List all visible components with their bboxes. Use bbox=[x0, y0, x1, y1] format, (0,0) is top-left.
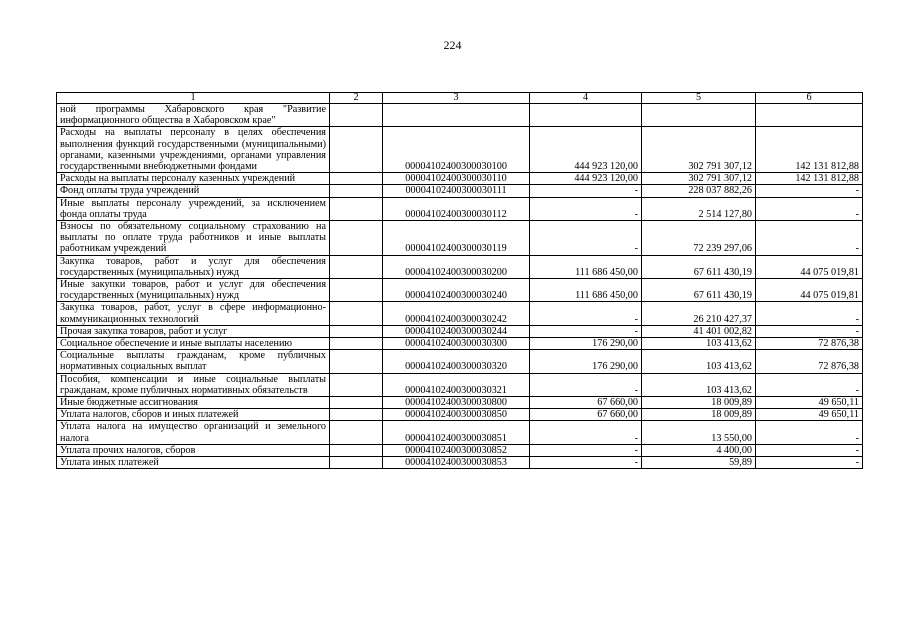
row-unexecuted-cell: 142 131 812,88 bbox=[756, 127, 863, 173]
row-executed-cell: 103 413,62 bbox=[642, 373, 756, 396]
row-approved-cell: - bbox=[530, 185, 642, 197]
row-executed-cell: 67 611 430,19 bbox=[642, 279, 756, 302]
header-col-3: 3 bbox=[383, 93, 530, 104]
row-approved-cell: 111 686 450,00 bbox=[530, 255, 642, 278]
row-approved-cell: 444 923 120,00 bbox=[530, 173, 642, 185]
row-unexecuted-cell: 142 131 812,88 bbox=[756, 173, 863, 185]
row-approved-cell: 67 660,00 bbox=[530, 409, 642, 421]
table-row bbox=[57, 457, 863, 469]
row-executed-cell: 59,89 bbox=[642, 457, 756, 469]
row-unexecuted-cell: 72 876,38 bbox=[756, 350, 863, 373]
row-name-cell: Уплата иных платежей bbox=[57, 457, 330, 469]
row-name-cell: Фонд оплаты труда учреждений bbox=[57, 185, 330, 197]
row-executed-cell: 26 210 427,37 bbox=[642, 302, 756, 325]
row-name-cell: Расходы на выплаты персоналу в целях обеспечения выполнения функций государственными (муниципальными) органами, казенными учреждениями, органами управления государственными внебюджетными фондами bbox=[57, 127, 330, 173]
row-code-cell: 00004102400300030244 bbox=[383, 325, 530, 337]
table-row bbox=[57, 373, 863, 396]
row-unexecuted-cell: - bbox=[756, 197, 863, 220]
row-name-cell: Расходы на выплаты персоналу казенных учреждений bbox=[57, 173, 330, 185]
row-code-cell: 00004102400300030850 bbox=[383, 409, 530, 421]
row-col2-cell bbox=[330, 457, 383, 469]
row-unexecuted-cell: - bbox=[756, 421, 863, 444]
row-unexecuted-cell: - bbox=[756, 457, 863, 469]
row-col2-cell bbox=[330, 373, 383, 396]
row-executed-cell: 41 401 002,82 bbox=[642, 325, 756, 337]
row-col2-cell bbox=[330, 338, 383, 350]
row-executed-cell: 18 009,89 bbox=[642, 397, 756, 409]
row-col2-cell bbox=[330, 350, 383, 373]
row-unexecuted-cell: - bbox=[756, 221, 863, 256]
row-code-cell: 00004102400300030110 bbox=[383, 173, 530, 185]
table-row bbox=[57, 127, 863, 173]
table-row bbox=[57, 350, 863, 373]
row-executed-cell: 302 791 307,12 bbox=[642, 173, 756, 185]
row-unexecuted-cell: - bbox=[756, 185, 863, 197]
table-row bbox=[57, 338, 863, 350]
row-approved-cell: - bbox=[530, 444, 642, 456]
row-executed-cell: 103 413,62 bbox=[642, 338, 756, 350]
row-code-cell: 00004102400300030100 bbox=[383, 127, 530, 173]
row-approved-cell: 176 290,00 bbox=[530, 338, 642, 350]
row-code-cell: 00004102400300030242 bbox=[383, 302, 530, 325]
row-col2-cell bbox=[330, 421, 383, 444]
row-col2-cell bbox=[330, 279, 383, 302]
row-approved-cell: - bbox=[530, 373, 642, 396]
budget-execution-table bbox=[56, 92, 863, 469]
row-name-cell: Закупка товаров, работ, услуг в сфере информационно-коммуникационных технологий bbox=[57, 302, 330, 325]
row-name-cell: Социальное обеспечение и иные выплаты населению bbox=[57, 338, 330, 350]
row-unexecuted-cell: - bbox=[756, 444, 863, 456]
row-name-cell: ной программы Хабаровского края "Развитие информационного общества в Хабаровском крае" bbox=[57, 104, 330, 127]
row-col2-cell bbox=[330, 221, 383, 256]
row-executed-cell bbox=[642, 104, 756, 127]
row-code-cell: 00004102400300030321 bbox=[383, 373, 530, 396]
row-executed-cell: 67 611 430,19 bbox=[642, 255, 756, 278]
row-col2-cell bbox=[330, 444, 383, 456]
table-row bbox=[57, 221, 863, 256]
row-col2-cell bbox=[330, 197, 383, 220]
row-unexecuted-cell: - bbox=[756, 302, 863, 325]
row-col2-cell bbox=[330, 325, 383, 337]
table-body bbox=[57, 104, 863, 469]
row-unexecuted-cell: - bbox=[756, 325, 863, 337]
table-row bbox=[57, 279, 863, 302]
row-unexecuted-cell: 44 075 019,81 bbox=[756, 255, 863, 278]
table-row bbox=[57, 104, 863, 127]
row-code-cell: 00004102400300030119 bbox=[383, 221, 530, 256]
row-col2-cell bbox=[330, 185, 383, 197]
table-row bbox=[57, 302, 863, 325]
table-row bbox=[57, 325, 863, 337]
row-col2-cell bbox=[330, 104, 383, 127]
row-executed-cell: 302 791 307,12 bbox=[642, 127, 756, 173]
row-name-cell: Пособия, компенсации и иные социальные выплаты гражданам, кроме публичных нормативных обязательств bbox=[57, 373, 330, 396]
row-name-cell: Иные закупки товаров, работ и услуг для обеспечения государственных (муниципальных) нужд bbox=[57, 279, 330, 302]
row-name-cell: Уплата налога на имущество организаций и земельного налога bbox=[57, 421, 330, 444]
row-approved-cell: 444 923 120,00 bbox=[530, 127, 642, 173]
row-name-cell: Иные выплаты персоналу учреждений, за исключением фонда оплаты труда bbox=[57, 197, 330, 220]
row-executed-cell: 2 514 127,80 bbox=[642, 197, 756, 220]
table-row bbox=[57, 173, 863, 185]
row-name-cell: Прочая закупка товаров, работ и услуг bbox=[57, 325, 330, 337]
row-approved-cell: - bbox=[530, 221, 642, 256]
table-row bbox=[57, 185, 863, 197]
row-code-cell: 00004102400300030851 bbox=[383, 421, 530, 444]
row-approved-cell: - bbox=[530, 457, 642, 469]
table-row bbox=[57, 444, 863, 456]
row-col2-cell bbox=[330, 409, 383, 421]
row-col2-cell bbox=[330, 127, 383, 173]
row-approved-cell: - bbox=[530, 325, 642, 337]
row-approved-cell: - bbox=[530, 197, 642, 220]
table-row bbox=[57, 421, 863, 444]
page-number: 224 bbox=[443, 38, 462, 52]
row-code-cell bbox=[383, 104, 530, 127]
row-name-cell: Иные бюджетные ассигнования bbox=[57, 397, 330, 409]
row-unexecuted-cell bbox=[756, 104, 863, 127]
table-header bbox=[57, 93, 863, 104]
row-approved-cell bbox=[530, 104, 642, 127]
header-col-6: 6 bbox=[756, 93, 863, 104]
row-col2-cell bbox=[330, 173, 383, 185]
table-row bbox=[57, 409, 863, 421]
header-col-5: 5 bbox=[642, 93, 756, 104]
table-row bbox=[57, 255, 863, 278]
row-code-cell: 00004102400300030200 bbox=[383, 255, 530, 278]
table-row bbox=[57, 197, 863, 220]
row-executed-cell: 103 413,62 bbox=[642, 350, 756, 373]
row-executed-cell: 18 009,89 bbox=[642, 409, 756, 421]
row-code-cell: 00004102400300030852 bbox=[383, 444, 530, 456]
header-col-2: 2 bbox=[330, 93, 383, 104]
row-unexecuted-cell: - bbox=[756, 373, 863, 396]
row-approved-cell: - bbox=[530, 302, 642, 325]
row-col2-cell bbox=[330, 302, 383, 325]
header-col-4: 4 bbox=[530, 93, 642, 104]
row-approved-cell: 67 660,00 bbox=[530, 397, 642, 409]
row-executed-cell: 4 400,00 bbox=[642, 444, 756, 456]
row-name-cell: Уплата налогов, сборов и иных платежей bbox=[57, 409, 330, 421]
row-col2-cell bbox=[330, 255, 383, 278]
row-code-cell: 00004102400300030240 bbox=[383, 279, 530, 302]
row-executed-cell: 228 037 882,26 bbox=[642, 185, 756, 197]
row-name-cell: Социальные выплаты гражданам, кроме публичных нормативных социальных выплат bbox=[57, 350, 330, 373]
row-unexecuted-cell: 44 075 019,81 bbox=[756, 279, 863, 302]
row-approved-cell: 176 290,00 bbox=[530, 350, 642, 373]
row-executed-cell: 72 239 297,06 bbox=[642, 221, 756, 256]
row-approved-cell: 111 686 450,00 bbox=[530, 279, 642, 302]
row-name-cell: Уплата прочих налогов, сборов bbox=[57, 444, 330, 456]
row-name-cell: Взносы по обязательному социальному страхованию на выплаты по оплате труда работников и иные выплаты работникам учреждений bbox=[57, 221, 330, 256]
table-row bbox=[57, 397, 863, 409]
row-unexecuted-cell: 49 650,11 bbox=[756, 397, 863, 409]
row-code-cell: 00004102400300030853 bbox=[383, 457, 530, 469]
row-approved-cell: - bbox=[530, 421, 642, 444]
row-unexecuted-cell: 49 650,11 bbox=[756, 409, 863, 421]
row-code-cell: 00004102400300030300 bbox=[383, 338, 530, 350]
row-code-cell: 00004102400300030800 bbox=[383, 397, 530, 409]
row-code-cell: 00004102400300030320 bbox=[383, 350, 530, 373]
row-code-cell: 00004102400300030111 bbox=[383, 185, 530, 197]
row-name-cell: Закупка товаров, работ и услуг для обеспечения государственных (муниципальных) нужд bbox=[57, 255, 330, 278]
row-code-cell: 00004102400300030112 bbox=[383, 197, 530, 220]
row-unexecuted-cell: 72 876,38 bbox=[756, 338, 863, 350]
row-col2-cell bbox=[330, 397, 383, 409]
header-row bbox=[57, 93, 863, 104]
header-col-1: 1 bbox=[57, 93, 330, 104]
row-executed-cell: 13 550,00 bbox=[642, 421, 756, 444]
